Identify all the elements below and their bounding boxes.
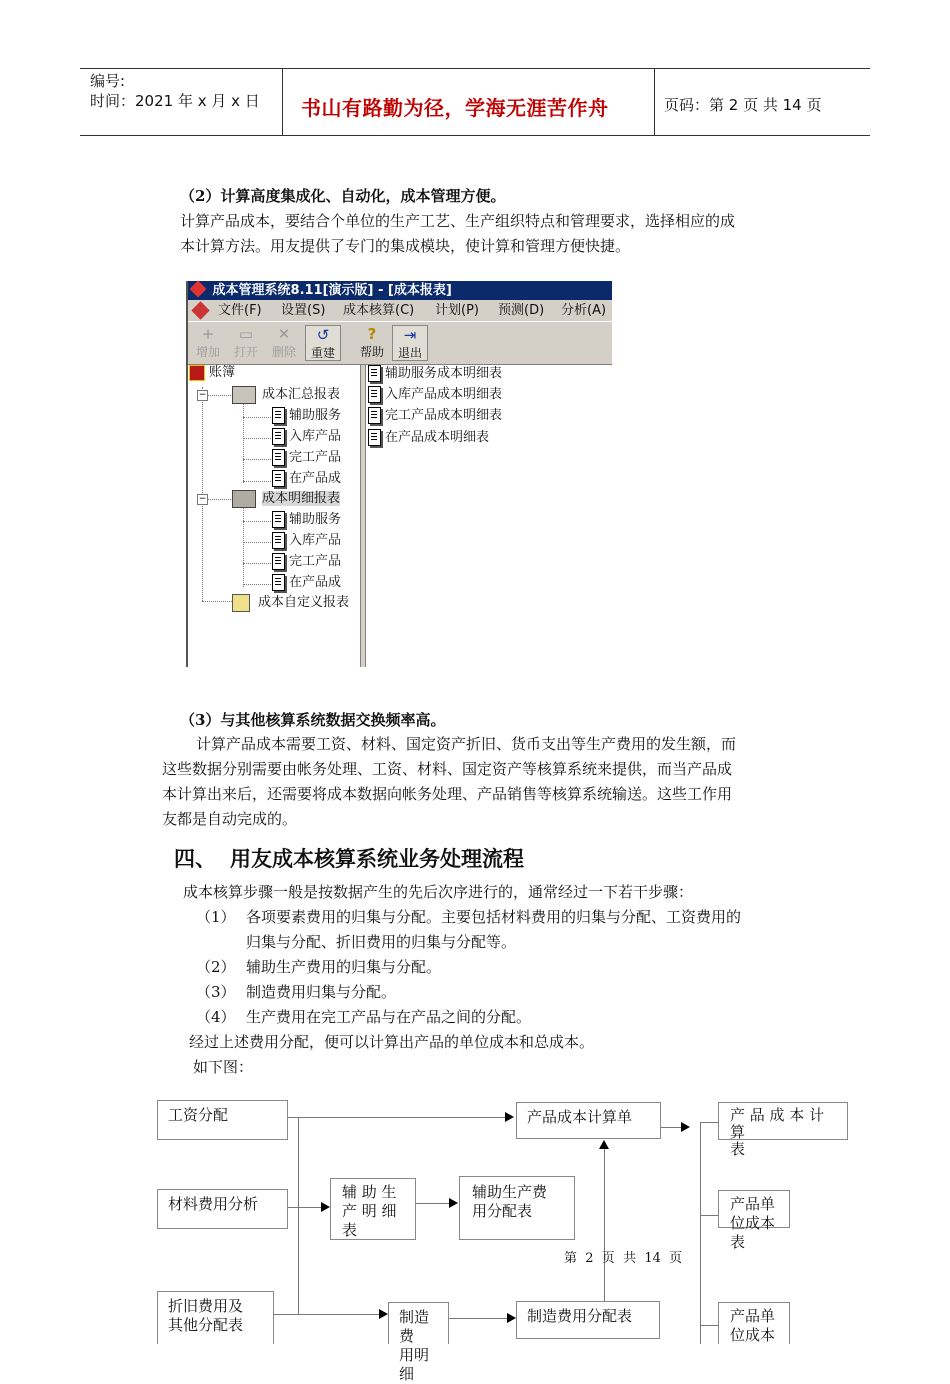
help-button[interactable] — [354, 325, 390, 361]
rebuild-icon: ↺ — [316, 326, 330, 344]
aux-production-detail-box — [330, 1178, 416, 1240]
tree-item[interactable] — [272, 469, 341, 489]
box-label: 位成本 — [730, 1326, 776, 1344]
app-toolbar — [188, 321, 612, 365]
box-label: 位成本 — [730, 1214, 776, 1232]
tree-item[interactable] — [272, 531, 341, 551]
step-text: 归集与分配、折旧费用的归集与分配等。 — [246, 933, 517, 951]
menu-forecast[interactable]: 预测(D) — [498, 303, 545, 318]
paragraph-line: 计算产品成本需要工资、材料、国定资产折旧、货币支出等生产费用的发生额，而 — [196, 735, 737, 753]
rebuild-label: 重建 — [310, 346, 335, 360]
open-icon: ▭ — [238, 325, 254, 343]
box-label: 产 品 成 本 计 算 — [730, 1106, 825, 1141]
help-label: 帮助 — [359, 345, 384, 359]
step-text: 制造费用归集与分配。 — [246, 983, 397, 1001]
box-label: 表 — [730, 1140, 746, 1158]
tree-item-label: 完工产品 — [289, 450, 342, 465]
add-label: 增加 — [195, 345, 220, 359]
paragraph-line: 这些数据分别需要由帐务处理、工资、材料、国定资产等核算系统来提供，而当产品成 — [162, 760, 733, 778]
tree-item[interactable] — [272, 510, 341, 530]
paragraph-line: 计算产品成本，要结合个单位的生产工艺、生产组织特点和管理要求，选择相应的成 — [180, 212, 736, 230]
help-icon: ? — [367, 325, 377, 343]
paragraph-line: 经过上述费用分配，便可以计算出产品的单位成本和总成本。 — [189, 1033, 595, 1051]
flow-connector — [700, 1122, 701, 1344]
app-window-screenshot — [186, 281, 612, 667]
arrow-right-icon — [507, 1313, 516, 1323]
box-label: 辅助生产费 — [472, 1183, 548, 1201]
report-icon — [272, 532, 285, 549]
tree-item-label: 辅助服务 — [289, 408, 342, 423]
step-text: 辅助生产费用的归集与分配。 — [246, 958, 442, 976]
tree-group-label: 成本汇总报表 — [262, 387, 341, 402]
flow-connector — [415, 1203, 451, 1204]
flow-connector — [448, 1318, 510, 1319]
box-label: 用分配表 — [472, 1202, 533, 1220]
delete-label: 删除 — [271, 345, 296, 359]
arrow-up-icon — [599, 1140, 609, 1149]
tree-item-label: 完工产品 — [289, 554, 342, 569]
step-number: （4） — [196, 1008, 236, 1026]
collapse-icon[interactable]: − — [198, 390, 207, 400]
paragraph-line: 本计算出来后，还需要将成本数据向帐务处理、产品销售等核算系统输送。这些工作用 — [162, 785, 733, 803]
flow-connector — [604, 1149, 605, 1302]
mfg-overhead-detail-box — [388, 1302, 449, 1383]
tree-splitter[interactable] — [360, 365, 366, 667]
add-button[interactable] — [190, 325, 226, 361]
box-label: 用明细 — [399, 1346, 430, 1383]
exit-icon: ⇥ — [403, 326, 417, 344]
arrow-right-icon — [681, 1122, 690, 1132]
mfg-overhead-allocation-box — [516, 1301, 660, 1339]
exit-label: 退出 — [397, 346, 422, 360]
box-label: 表 — [730, 1233, 746, 1251]
list-item-label: 在产品成本明细表 — [385, 430, 490, 445]
paragraph-line: 友都是自动完成的。 — [162, 810, 298, 828]
ledger-icon — [189, 365, 205, 381]
section-heading — [180, 708, 445, 733]
cost-calculation-sheet-box — [516, 1102, 661, 1139]
tree-item[interactable] — [272, 406, 341, 426]
header-motto: 书山有路勤为径，学海无涯苦作舟 — [301, 96, 609, 120]
box-label: 工资分配 — [168, 1106, 229, 1124]
box-label: 制造费 — [399, 1308, 430, 1345]
step-number: （3） — [196, 983, 236, 1001]
step-number: （2） — [196, 958, 236, 976]
delete-icon: ✕ — [277, 325, 291, 343]
report-icon — [272, 574, 285, 591]
box-label: 产 明 细 — [342, 1202, 397, 1220]
arrow-right-icon — [505, 1112, 514, 1122]
menu-cost-accounting[interactable]: 成本核算(C) — [343, 303, 415, 318]
tree-group-custom[interactable] — [232, 593, 349, 613]
section3-heading-text: （3）与其他核算系统数据交换频率高。 — [180, 711, 446, 729]
box-label: 辅 助 生 — [342, 1183, 397, 1201]
step-number: （1） — [196, 908, 236, 926]
tree-root[interactable] — [189, 365, 235, 383]
open-button[interactable] — [228, 325, 264, 361]
unit-cost-table-box-2 — [718, 1302, 790, 1344]
section4-title: 用友成本核算系统业务处理流程 — [230, 847, 524, 871]
menu-plan[interactable]: 计划(P) — [435, 303, 479, 318]
tree-item-label: 在产品成 — [289, 575, 342, 590]
tree-item[interactable] — [272, 573, 341, 593]
depreciation-box — [157, 1291, 274, 1344]
box-label: 产品成本计算单 — [527, 1108, 633, 1126]
tree-item-label: 在产品成 — [289, 471, 342, 486]
flow-connector — [287, 1117, 510, 1118]
step-text: 生产费用在完工产品与在产品之间的分配。 — [246, 1008, 532, 1026]
tree-item[interactable] — [272, 552, 341, 572]
app-menu-bar — [188, 300, 612, 321]
report-icon — [368, 429, 381, 446]
report-icon — [368, 386, 381, 403]
step-text: 各项要素费用的归集与分配。主要包括材料费用的归集与分配、工资费用的 — [246, 908, 742, 926]
list-item[interactable] — [368, 428, 489, 448]
report-tree — [188, 365, 360, 665]
open-label: 打开 — [233, 345, 258, 359]
tree-item[interactable] — [272, 427, 341, 447]
header-bottom-rule — [80, 135, 870, 136]
footer-page-number: 第 2 页 共 14 页 — [564, 1251, 683, 1266]
cost-calculation-table-box — [718, 1102, 848, 1158]
report-icon — [272, 428, 285, 445]
wage-allocation-box — [157, 1100, 288, 1140]
flow-connector — [274, 1314, 379, 1315]
tree-item[interactable] — [272, 448, 341, 468]
exit-button[interactable] — [392, 325, 428, 361]
report-icon — [272, 449, 285, 466]
tree-group-label: 成本自定义报表 — [258, 595, 350, 610]
tree-group-summary[interactable] — [232, 385, 340, 405]
doc-date-label: 时间：2021 年 x 月 x 日 — [90, 92, 260, 110]
folder-icon — [232, 594, 250, 612]
list-item-label: 入库产品成本明细表 — [385, 387, 503, 402]
box-label: 产品单 — [730, 1307, 776, 1325]
menu-file[interactable]: 文件(F) — [218, 303, 262, 318]
box-label: 表 — [342, 1221, 358, 1239]
tree-group-label: 成本明细报表 — [262, 491, 341, 506]
flow-connector — [298, 1117, 299, 1315]
box-label: 材料费用分析 — [168, 1195, 259, 1213]
unit-cost-table-box — [718, 1190, 790, 1251]
flow-connector — [700, 1122, 718, 1123]
menu-analysis[interactable]: 分析(A) — [561, 303, 607, 318]
header-divider — [282, 68, 283, 136]
flow-connector — [700, 1325, 718, 1326]
section-heading: （2）计算高度集成化、自动化，成本管理方便。 — [180, 187, 506, 205]
report-icon — [272, 470, 285, 487]
app-title: 成本管理系统8.11[演示版] - [成本报表] — [212, 283, 452, 298]
tree-group-detail[interactable] — [232, 489, 340, 509]
page-info: 页码：第 2 页 共 14 页 — [664, 96, 822, 114]
tree-item-label: 入库产品 — [289, 533, 342, 548]
flow-connector — [700, 1215, 718, 1216]
paragraph-line: 本计算方法。用友提供了专门的集成模块，使计算和管理方便快捷。 — [180, 237, 631, 255]
tree-item-label: 辅助服务 — [289, 512, 342, 527]
cabinet-icon — [232, 386, 256, 404]
tree-item-label: 入库产品 — [289, 429, 342, 444]
app-title-bar — [188, 281, 612, 300]
delete-button[interactable] — [266, 325, 302, 361]
header-divider — [654, 68, 655, 136]
report-icon — [272, 553, 285, 570]
add-icon: + — [201, 325, 215, 343]
list-item[interactable] — [368, 364, 502, 384]
report-icon — [272, 511, 285, 528]
flow-connector — [287, 1207, 323, 1208]
material-cost-box — [157, 1189, 288, 1229]
app-logo-icon — [190, 281, 207, 298]
arrow-right-icon — [379, 1309, 388, 1319]
report-icon — [368, 365, 381, 382]
menu-icon — [191, 301, 209, 319]
paragraph-line: 如下图： — [193, 1058, 254, 1076]
list-item[interactable] — [368, 385, 502, 405]
list-item[interactable] — [368, 406, 502, 426]
rebuild-button[interactable] — [305, 325, 341, 361]
list-item-label: 辅助服务成本明细表 — [385, 366, 503, 381]
arrow-right-icon — [321, 1202, 330, 1212]
box-label: 产品单 — [730, 1195, 776, 1213]
list-item-label: 完工产品成本明细表 — [385, 408, 503, 423]
box-label: 制造费用分配表 — [527, 1307, 633, 1325]
box-label: 其他分配表 — [168, 1316, 244, 1334]
paragraph-line: 成本核算步骤一般是按数据产生的先后次序进行的，通常经过一下若干步骤： — [183, 883, 694, 901]
section4-number: 四、 — [174, 847, 216, 871]
collapse-icon[interactable]: − — [198, 494, 207, 504]
arrow-right-icon — [449, 1198, 458, 1208]
aux-production-allocation-box — [459, 1176, 575, 1240]
tree-root-label: 账簿 — [209, 365, 236, 380]
open-cabinet-icon — [232, 490, 256, 508]
menu-settings[interactable]: 设置(S) — [281, 303, 326, 318]
report-icon — [272, 407, 285, 424]
header-top-rule — [80, 68, 870, 69]
box-label: 折旧费用及 — [168, 1297, 244, 1315]
report-icon — [368, 407, 381, 424]
doc-number-label: 编号: — [90, 72, 126, 90]
